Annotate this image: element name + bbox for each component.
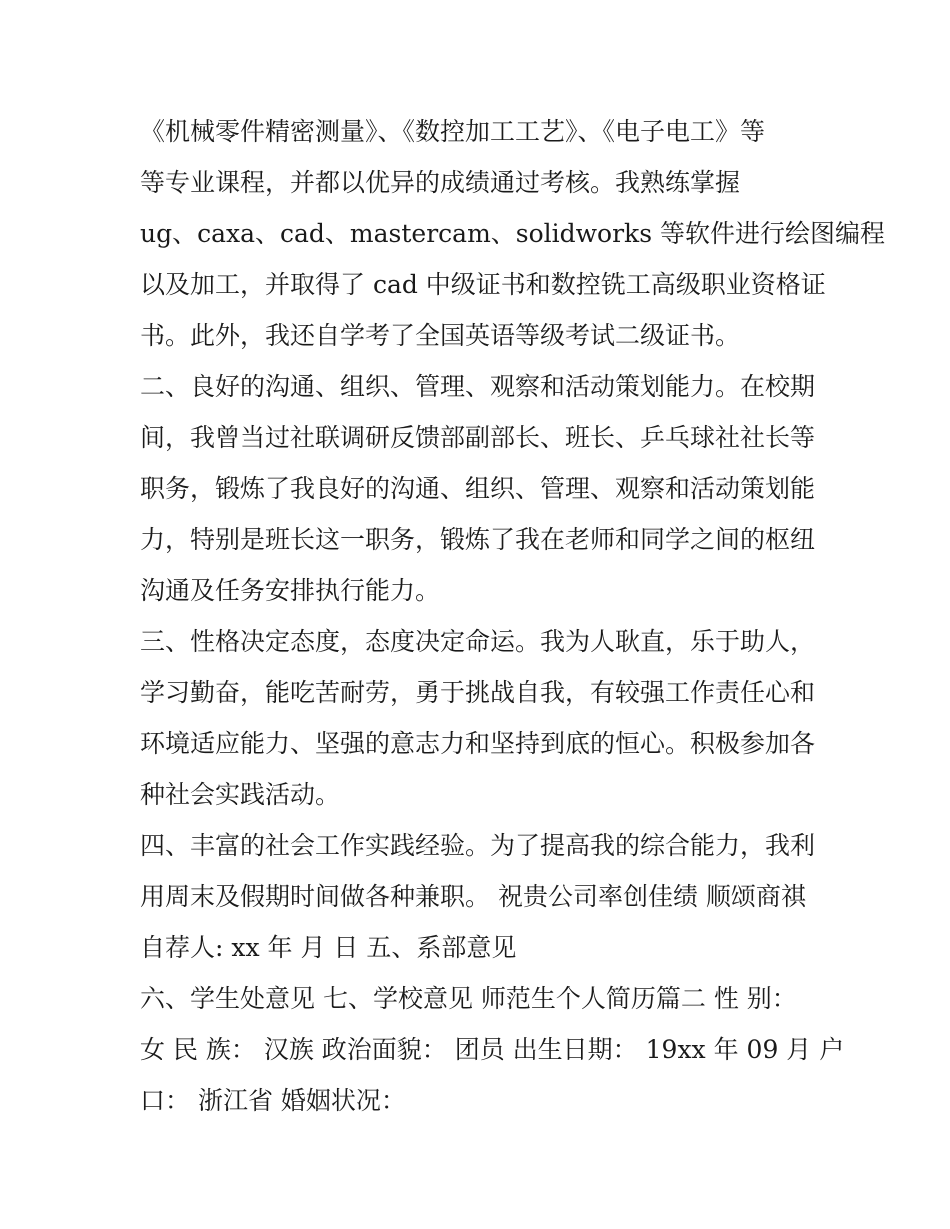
text-line: 职务，锻炼了我良好的沟通、组织、管理、观察和活动策划能 [140,474,816,503]
text-line: 自荐人: xx 年 月 日 五、系部意见 [140,933,517,962]
text-line: 学习勤奋，能吃苦耐劳，勇于挑战自我，有较强工作责任心和 [140,678,816,707]
text-line: 六、学生处意见 七、学校意见 师范生个人简历篇二 性 别： [140,984,797,1013]
text-line: 书。此外，我还自学考了全国英语等级考试二级证书。 [140,321,741,350]
text-line: 二、良好的沟通、组织、管理、观察和活动策划能力。在校期 [140,372,816,401]
text-line: 环境适应能力、坚强的意志力和坚持到底的恒心。积极参加各 [140,729,816,758]
text-line: 用周末及假期时间做各种兼职。 祝贵公司率创佳绩 顺颂商祺 [140,882,806,911]
body-text [140,106,885,1126]
text-line: 等专业课程，并都以优异的成绩通过考核。我熟练掌握 [140,168,741,197]
text-line: 沟通及任务安排执行能力。 [140,576,441,605]
text-line: 女 民 族： 汉族 政治面貌： 团员 出生日期： 19xx 年 09 月 户 [140,1035,845,1064]
text-line: 四、丰富的社会工作实践经验。为了提高我的综合能力，我利 [140,831,816,860]
text-line: 《机械零件精密测量》、《数控加工工艺》、《电子电工》等 [140,117,766,146]
text-line: 种社会实践活动。 [140,780,341,809]
text-line: 力，特别是班长这一职务，锻炼了我在老师和同学之间的枢纽 [140,525,816,554]
text-line: ug、caxa、cad、mastercam、solidworks 等软件进行绘图编程 [140,219,885,248]
text-line: 口： 浙江省 婚姻状况： [140,1086,406,1115]
text-line: 以及加工，并取得了 cad 中级证书和数控铣工高级职业资格证 [140,270,826,299]
text-line: 间，我曾当过社联调研反馈部副部长、班长、乒乓球社社长等 [140,423,816,452]
text-line: 三、性格决定态度，态度决定命运。我为人耿直，乐于助人， [140,627,816,656]
